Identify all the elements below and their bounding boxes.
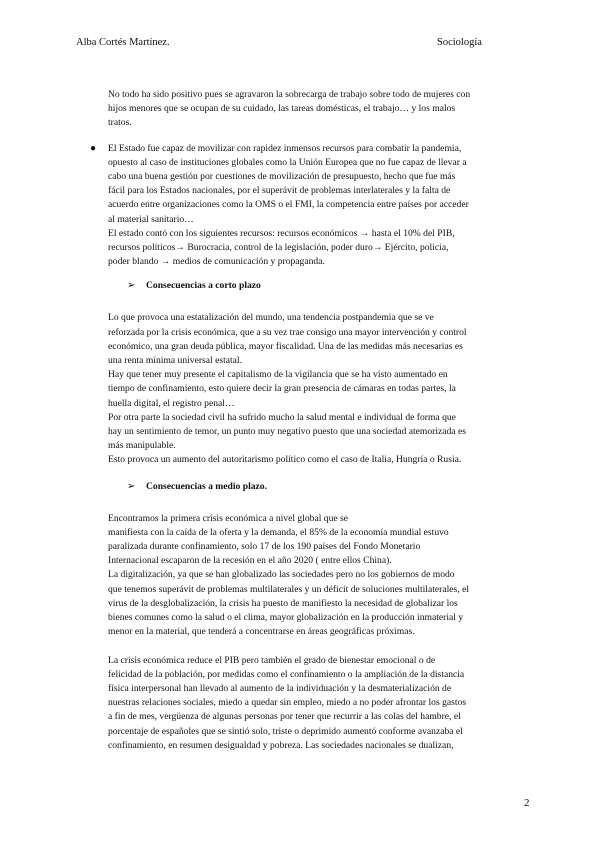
page-number: 2 xyxy=(524,797,530,809)
arrow-bullet-icon: ➢ xyxy=(127,480,136,492)
text-line: hijos menores que se ocupan de su cuidado, las tareas domésticas, el trabajo… y los malos xyxy=(108,103,456,115)
text-line: menor en la material, que tenderá a concentrarse en áreas geográficas próximas. xyxy=(108,626,415,638)
text-line: El estado contó con los siguientes recursos: recursos económicos → hasta el 10% del PIB, xyxy=(108,227,455,239)
text-line: bienes comunes como la salud o el clima, mayor globalización en la producción inmaterial y xyxy=(108,612,464,624)
text-line: poder blando → medios de comunicación y propaganda. xyxy=(108,256,325,268)
paragraph xyxy=(108,654,528,753)
text-line: porcentaje de españoles que se sintió solo, triste o deprimido aumentó conforme avanzaba el xyxy=(108,725,463,737)
section-heading-medium-term xyxy=(108,480,528,494)
text-line: No todo ha sido positivo pues se agravaron la sobrecarga de trabajo sobre todo de mujeres con xyxy=(108,89,471,100)
text-line: tiempo de confinamiento, esto quiere decir la gran presencia de cámaras en todas partes, la xyxy=(108,383,456,395)
text-line: Por otra parte la sociedad civil ha sufrido mucho la salud mental e individual de forma que xyxy=(108,411,456,423)
text-line: al material sanitario… xyxy=(108,213,194,225)
text-line: El Estado fue capaz de movilizar con rapidez inmensos recursos para combatir la pandemia, xyxy=(108,142,462,154)
text-line: Lo que provoca una estatalización del mundo, una tendencia postpandemia que se ve xyxy=(108,312,434,324)
text-line: que tenemos superávit de problemas multilaterales y un déficit de soluciones multilaterales, el xyxy=(108,583,469,595)
text-line: La crisis económica reduce el PIB pero también el grado de bienestar emocional o de xyxy=(108,654,436,666)
text-line: virus de la desglobalización, la crisis ha puesto de manifiesto la necesidad de globalizar los xyxy=(108,597,458,609)
document-body xyxy=(90,88,528,765)
text-line: física interpersonal han llevado al aumento de la individuación y la desmaterialización de xyxy=(108,682,452,694)
text-line: opuesto al caso de instituciones globales como la Unión Europea que no fue capaz de llevar a xyxy=(108,156,467,168)
section-heading-short-term xyxy=(108,279,528,293)
text-line: huella digital, el registro penal… xyxy=(108,397,235,409)
text-line: hay un sentimiento de temor, un punto muy negativo puesto que una sociedad atemorizada es xyxy=(108,426,466,438)
paragraph xyxy=(108,311,528,467)
text-line: nuestras relaciones sociales, miedo a quedar sin empleo, miedo a no poder afrontar los gastos xyxy=(108,697,467,709)
section-body-short-term xyxy=(108,311,528,467)
header-subject: Sociología xyxy=(437,37,482,48)
text-line: Hay que tener muy presente el capitalismo de la vigilancia que se ha visto aumentado en xyxy=(108,369,448,381)
text-line: cabo una buena gestión por cuestiones de movilización de presupuesto, hecho que fue más xyxy=(108,171,456,183)
header-author: Alba Cortés Martínez. xyxy=(76,37,170,48)
text-line: felicidad de la población, por medidas como el confinamiento o la ampliación de la distancia xyxy=(108,668,465,680)
text-line: reforzada por la crisis económica, que a su vez trae consigo una mayor intervención y control xyxy=(108,326,467,338)
bullet-paragraph xyxy=(108,142,528,270)
section-body-medium-term xyxy=(108,512,528,753)
bullet-item xyxy=(90,142,528,270)
arrow-bullet-icon: ➢ xyxy=(127,280,136,292)
section-title-short-term: Consecuencias a corto plazo xyxy=(146,280,261,292)
text-line: manifiesta con la caída de la oferta y la demanda, el 85% de la economía mundial estuvo xyxy=(108,526,449,538)
text-line: recursos políticos→ Burocracia, control de la legislación, poder duro→ Ejército, policía, xyxy=(108,242,449,254)
text-line: tratos. xyxy=(108,117,132,129)
text-line: paralizada durante confinamiento, solo 17 de los 190 países del Fondo Monetario xyxy=(108,541,421,553)
text-line: Internacional escaparon de la recesión en el año 2020 ( entre ellos China). xyxy=(108,555,392,567)
text-line: más manipulable. xyxy=(108,440,176,452)
text-line: una renta mínima universal estatal. xyxy=(108,355,242,367)
section-title-medium-term: Consecuencias a medio plazo. xyxy=(146,480,267,492)
text-line: acuerdo entre organizaciones como la OMS o el FMI, la competencia entre países por acceder xyxy=(108,199,469,211)
text-line: a fin de mes, vergüenza de algunas personas por tener que recurrir a las colas del hambre, el xyxy=(108,711,461,723)
text-line: Esto provoca un aumento del autoritarismo político como el caso de Italia, Hungría o Rusia. xyxy=(108,454,462,466)
text-line: económico, una gran deuda pública, mayor fiscalidad. Una de las medidas más necesarias es xyxy=(108,340,463,352)
text-line: confinamiento, en resumen desigualdad y pobreza. Las sociedades nacionales se dualizan, xyxy=(108,739,454,751)
paragraph xyxy=(108,512,528,640)
intro-paragraph xyxy=(108,88,528,131)
bullet-icon: ● xyxy=(90,142,97,154)
text-line: fácil para los Estados nacionales, por el superávit de problemas interlaterales y la falta de xyxy=(108,185,451,197)
text-line: Encontramos la primera crisis económica a nivel global que se xyxy=(108,512,349,524)
text-line: La digitalización, ya que se han globalizado las sociedades pero no los gobiernos de modo xyxy=(108,569,455,581)
